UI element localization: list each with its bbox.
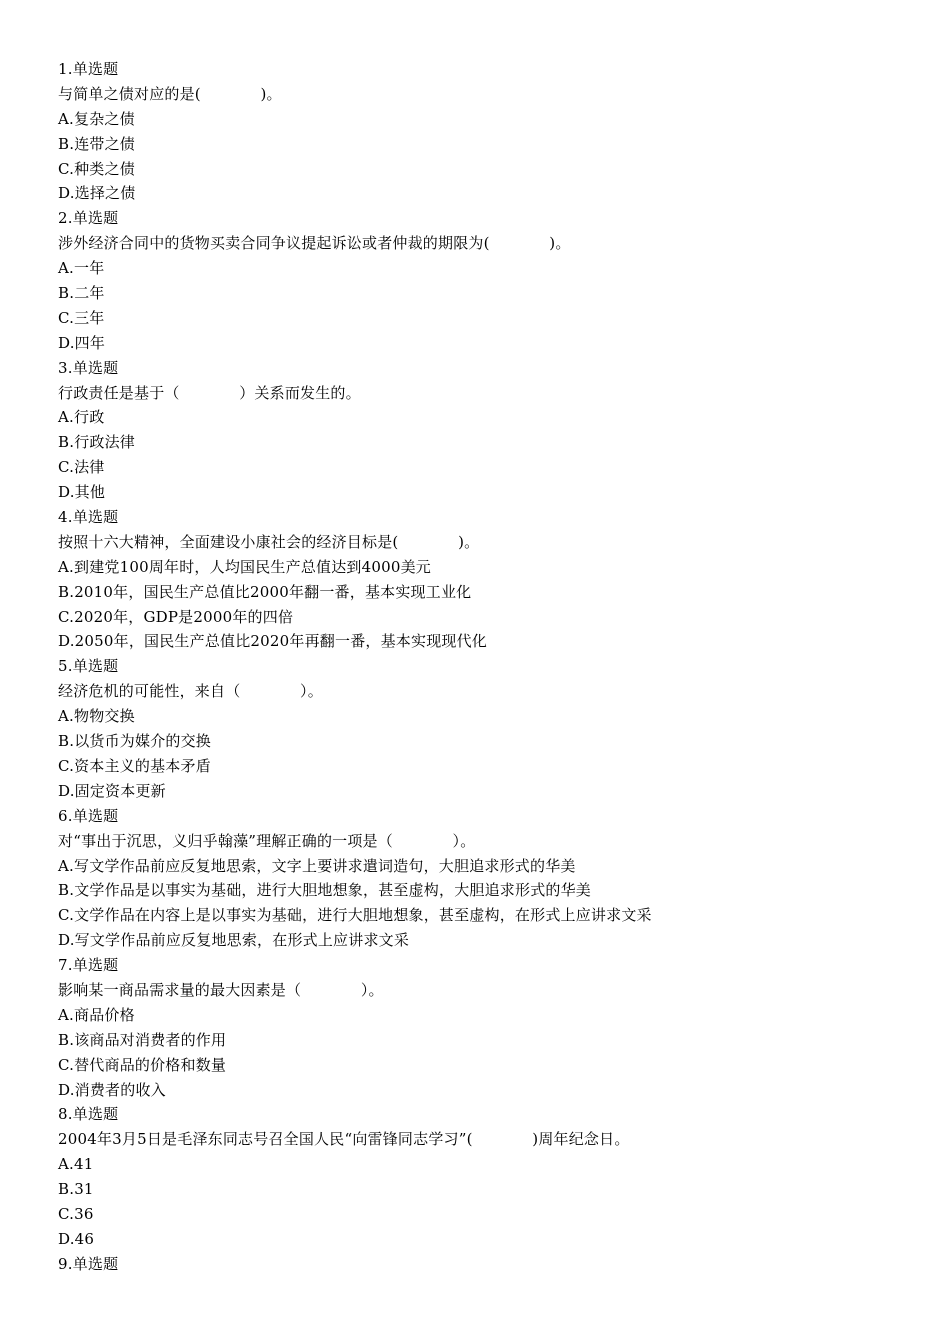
question-stem: 按照十六大精神，全面建设小康社会的经济目标是( )。 (58, 532, 480, 551)
question-heading: 1.单选题 (58, 60, 119, 78)
question-block (58, 206, 918, 355)
question-heading: 9.单选题 (58, 1254, 119, 1273)
answer-option: D.消费者的收入 (58, 1080, 166, 1099)
answer-option: B.该商品对消费者的作用 (58, 1030, 227, 1049)
question-stem: 行政责任是基于（ ）关系而发生的。 (58, 383, 361, 402)
answer-option: A.复杂之债 (58, 109, 135, 128)
question-heading: 6.单选题 (58, 806, 119, 825)
answer-option: C.法律 (58, 458, 105, 477)
question-heading: 2.单选题 (58, 209, 119, 228)
question-stem: 2004年3月5日是毛泽东同志号召全国人民“向雷锋同志学习”( )周年纪念日。 (58, 1130, 630, 1149)
answer-option: C.三年 (58, 308, 105, 327)
question-document (58, 57, 918, 1277)
answer-option: B.二年 (58, 284, 105, 303)
answer-option: A.到建党100周年时，人均国民生产总值达到4000美元 (58, 557, 432, 576)
answer-option: B.以货币为媒介的交换 (58, 732, 211, 751)
answer-option: A.一年 (58, 259, 105, 278)
answer-option: D.固定资本更新 (58, 781, 166, 800)
question-block (58, 57, 918, 206)
answer-option: B.31 (58, 1180, 94, 1199)
answer-option: C.36 (58, 1204, 94, 1223)
question-heading: 3.单选题 (58, 358, 119, 377)
question-block (58, 953, 918, 1102)
answer-option: B.行政法律 (58, 433, 135, 452)
question-stem: 与简单之债对应的是( )。 (58, 84, 282, 103)
answer-option: A.物物交换 (58, 707, 135, 726)
question-stem: 对“事出于沉思，义归乎翰藻”理解正确的一项是（ ）。 (58, 831, 476, 850)
answer-option: D.46 (58, 1229, 95, 1248)
answer-option: D.2050年，国民生产总值比2020年再翻一番，基本实现现代化 (58, 632, 488, 651)
answer-option: D.其他 (58, 483, 106, 502)
question-heading: 7.单选题 (58, 956, 119, 975)
answer-option: C.种类之债 (58, 159, 135, 178)
question-heading: 5.单选题 (58, 657, 119, 676)
answer-option: A.行政 (58, 408, 105, 427)
answer-option: C.文学作品在内容上是以事实为基础，进行大胆地想象，甚至虚构，在形式上应讲求文采 (58, 906, 652, 925)
question-block (58, 654, 918, 803)
answer-option: B.连带之债 (58, 134, 135, 153)
answer-option: D.选择之债 (58, 184, 136, 203)
answer-option: B.2010年，国民生产总值比2000年翻一番，基本实现工业化 (58, 582, 472, 601)
answer-option: D.四年 (58, 333, 106, 352)
question-stem: 影响某一商品需求量的最大因素是（ ）。 (58, 980, 384, 999)
question-stem: 经济危机的可能性，来自（ ）。 (58, 682, 323, 701)
answer-option: A.商品价格 (58, 1005, 135, 1024)
answer-option: B.文学作品是以事实为基础，进行大胆地想象，甚至虚构，大胆追求形式的华美 (58, 881, 591, 900)
answer-option: C.资本主义的基本矛盾 (58, 756, 211, 775)
answer-option: C.2020年，GDP是2000年的四倍 (58, 607, 294, 626)
answer-option: A.写文学作品前应反复地思索，文字上要讲求遣词造句，大胆追求形式的华美 (58, 856, 576, 875)
question-heading: 8.单选题 (58, 1105, 119, 1124)
question-block (58, 356, 918, 505)
question-block (58, 1102, 918, 1251)
question-heading: 4.单选题 (58, 508, 119, 527)
question-block (58, 505, 918, 654)
answer-option: D.写文学作品前应反复地思索，在形式上应讲求文采 (58, 931, 410, 950)
question-stem: 涉外经济合同中的货物买卖合同争议提起诉讼或者仲裁的期限为( )。 (58, 234, 571, 253)
answer-option: C.替代商品的价格和数量 (58, 1055, 227, 1074)
question-block (58, 804, 918, 953)
answer-option: A.41 (58, 1155, 94, 1174)
